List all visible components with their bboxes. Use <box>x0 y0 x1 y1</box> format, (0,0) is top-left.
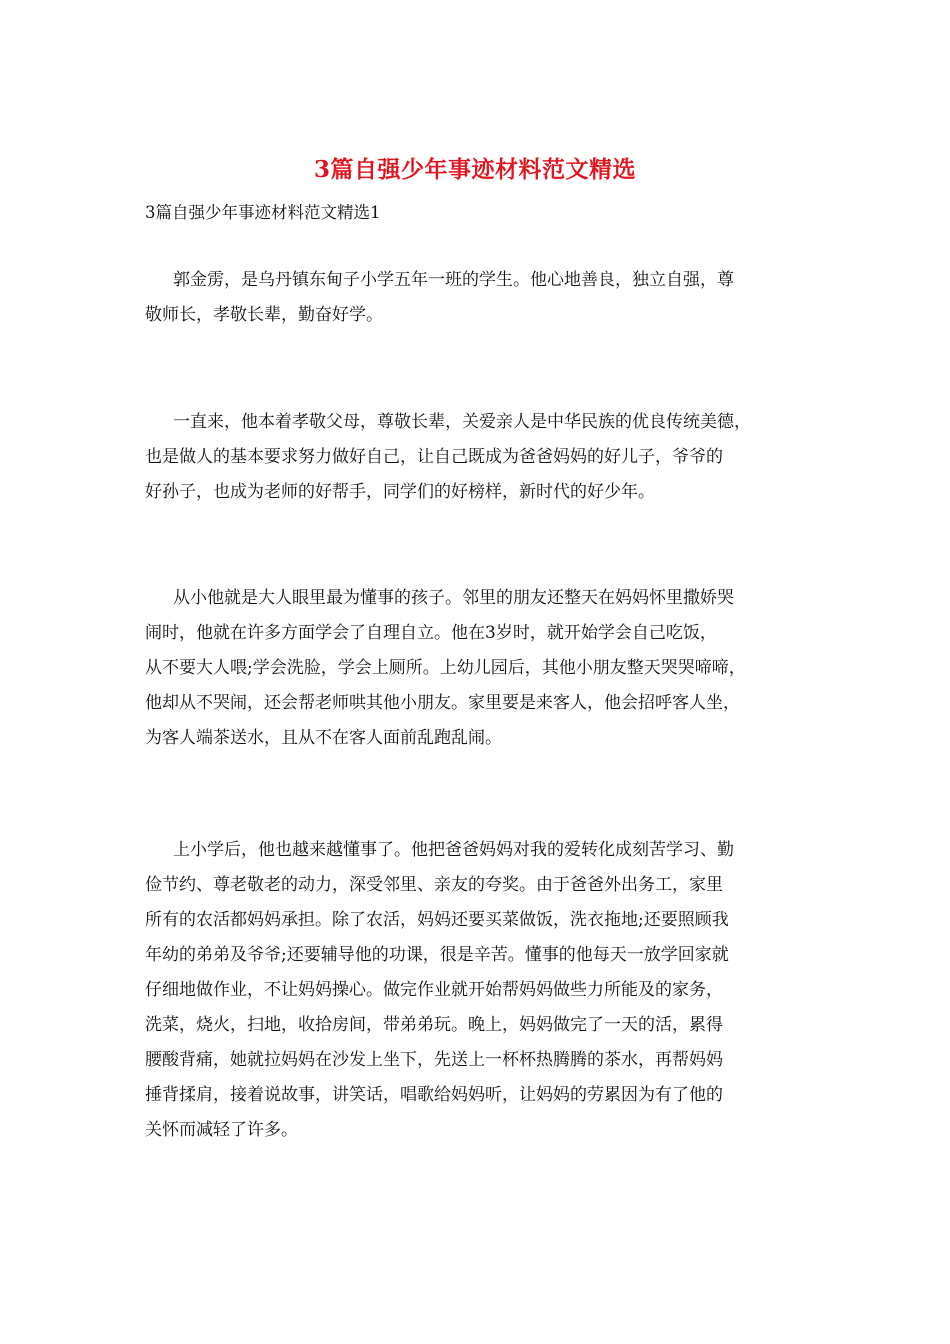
paragraph <box>145 263 813 333</box>
document-title: 3篇自强少年事迹材料范文精选 <box>313 156 636 183</box>
paragraph <box>145 581 813 756</box>
paragraph-line: 从小他就是大人眼里最为懂事的孩子。邻里的朋友还整天在妈妈怀里撒娇哭 <box>173 588 734 608</box>
paragraph-line: 捶背揉肩，接着说故事，讲笑话，唱歌给妈妈听，让妈妈的劳累因为有了他的 <box>145 1085 723 1105</box>
paragraph-line: 关怀而减轻了许多。 <box>145 1120 298 1140</box>
paragraph-line: 年幼的弟弟及爷爷;还要辅导他的功课，很是辛苦。懂事的他每天一放学回家就 <box>145 945 729 965</box>
paragraph-line: 仔细地做作业，不让妈妈操心。做完作业就开始帮妈妈做些力所能及的家务， <box>145 980 723 1000</box>
paragraph-line: 一直来，他本着孝敬父母，尊敬长辈，关爱亲人是中华民族的优良传统美德， <box>173 412 751 432</box>
paragraph-line: 洗菜，烧火，扫地，收拾房间，带弟弟玩。晚上，妈妈做完了一天的活，累得 <box>145 1015 723 1035</box>
paragraph-line: 闹时，他就在许多方面学会了自理自立。他在3岁时，就开始学会自己吃饭， <box>145 623 717 643</box>
paragraph-line: 上小学后，他也越来越懂事了。他把爸爸妈妈对我的爱转化成刻苦学习、勤 <box>173 840 734 860</box>
paragraph-line: 也是做人的基本要求努力做好自己，让自己既成为爸爸妈妈的好儿子，爷爷的 <box>145 447 723 467</box>
paragraph-line: 所有的农活都妈妈承担。除了农活，妈妈还要买菜做饭，洗衣拖地;还要照顾我 <box>145 910 729 930</box>
paragraph-line: 敬师长，孝敬长辈，勤奋好学。 <box>145 305 383 325</box>
document-subtitle: 3篇自强少年事迹材料范文精选1 <box>145 203 381 222</box>
paragraph-line: 郭金雳，是乌丹镇东甸子小学五年一班的学生。他心地善良，独立自强，尊 <box>173 270 734 290</box>
paragraph <box>145 833 813 1148</box>
paragraph-line: 腰酸背痛，她就拉妈妈在沙发上坐下，先送上一杯杯热腾腾的茶水，再帮妈妈 <box>145 1050 723 1070</box>
paragraph-line: 从不要大人喂;学会洗脸，学会上厕所。上幼儿园后，其他小朋友整天哭哭啼啼， <box>145 658 746 678</box>
paragraph-line: 俭节约、尊老敬老的动力，深受邻里、亲友的夸奖。由于爸爸外出务工，家里 <box>145 875 723 895</box>
paragraph-line: 为客人端茶送水，且从不在客人面前乱跑乱闹。 <box>145 728 502 748</box>
paragraph-line: 他却从不哭闹，还会帮老师哄其他小朋友。家里要是来客人，他会招呼客人坐， <box>145 693 740 713</box>
paragraph-line: 好孙子，也成为老师的好帮手，同学们的好榜样，新时代的好少年。 <box>145 482 655 502</box>
paragraph <box>145 405 813 510</box>
